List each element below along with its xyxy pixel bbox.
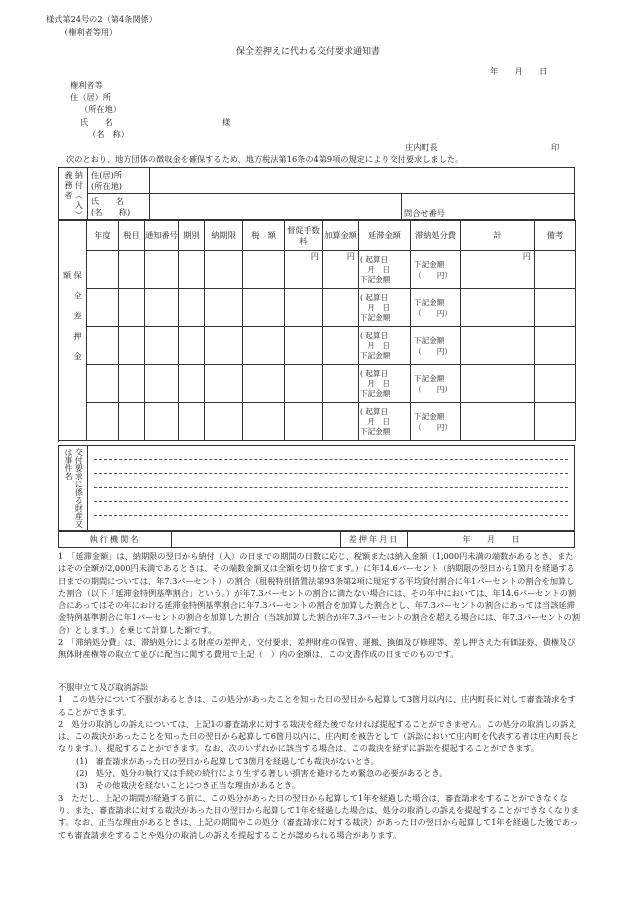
amount-cell[interactable]	[179, 365, 205, 403]
amount-cell[interactable]	[179, 289, 205, 327]
column-header: 通知番号	[145, 221, 179, 251]
agency-label: 執行機関名	[59, 532, 172, 548]
agency-value[interactable]	[172, 532, 341, 548]
amount-cell[interactable]	[119, 327, 145, 365]
seal-mark: 印	[551, 142, 560, 152]
document-title: 保全差押えに代わる交付要求通知書	[236, 47, 381, 57]
column-header: 延滞金額	[359, 221, 411, 251]
appeal-item-2-1: (1) 審査請求があった日の翌日から起算して3箇月を経過しても裁決がないとき。	[76, 755, 379, 766]
amount-cell[interactable]	[205, 289, 243, 327]
yen-unit[interactable]: 円	[323, 251, 359, 289]
party-name-value[interactable]	[150, 194, 402, 220]
amount-cell[interactable]	[119, 403, 145, 441]
column-header: 年度	[87, 221, 119, 251]
amount-cell[interactable]	[205, 251, 243, 289]
agency-table	[58, 531, 575, 548]
appeal-heading: 不服申立て及び取消訴訟	[58, 682, 149, 692]
handling-fee-cell[interactable]: 下記金額 （ 円）	[411, 251, 461, 289]
amount-cell[interactable]	[119, 289, 145, 327]
amount-cell[interactable]	[145, 251, 179, 289]
amount-cell[interactable]	[323, 289, 359, 327]
amount-cell[interactable]	[535, 403, 576, 441]
amount-cell[interactable]	[87, 289, 119, 327]
delinquent-cell[interactable]: ( 起算日 月 日 下記金額	[359, 365, 411, 403]
recipient-label: 権利者等	[70, 80, 103, 90]
amount-cell[interactable]	[205, 403, 243, 441]
amount-cell[interactable]	[179, 403, 205, 441]
seizure-date-value[interactable]: 年 月 日	[408, 532, 575, 548]
honorific: 様	[222, 117, 231, 127]
column-header: 計	[461, 221, 535, 251]
amount-cell[interactable]	[205, 365, 243, 403]
amount-cell[interactable]	[87, 403, 119, 441]
appeal-item-1: 1 この処分について不服があるときは、この処分があったことを知った日の翌日から起算して3箇月以内に、庄内町長に対して審査請求をすることができます。	[58, 694, 576, 717]
amount-cell[interactable]	[243, 327, 285, 365]
amount-cell[interactable]	[119, 251, 145, 289]
recipient-address-label: 住（居）所	[70, 92, 111, 102]
amount-cell[interactable]	[179, 327, 205, 365]
amount-cell[interactable]	[205, 327, 243, 365]
column-header: 期別	[179, 221, 205, 251]
column-header: 納期限	[205, 221, 243, 251]
party-section: 納付（入）義務者	[59, 168, 88, 220]
mayor-title: 庄内町長	[405, 142, 438, 152]
intro-text: 次のとおり、地方団体の徴収金を確保するため、地方税法第16条の4第9項の規定により交付要求しました。	[66, 154, 464, 164]
amount-row	[59, 251, 576, 289]
party-name-label: 氏 名 (名 称)	[88, 194, 150, 220]
amount-cell[interactable]	[145, 403, 179, 441]
column-header: 滞納処分費	[411, 221, 461, 251]
amount-cell[interactable]	[285, 289, 323, 327]
amount-cell[interactable]	[285, 365, 323, 403]
delinquent-cell[interactable]: ( 起算日 月 日 下記金額	[359, 327, 411, 365]
amount-cell[interactable]	[87, 251, 119, 289]
appeal-item-3: 3 ただし、上記の期間が経過する前に、この処分があった日の翌日から起算して1年を経過した場合は、審査請求をすることができなくなり、また、審査請求に対する裁決があった日の翌日から起算して1年を経過した場合は、処分の取消しの訴えを提起することができなくなります。なお、正当な理由があるときは、上記の期間やこの処分（審査請求に対する裁決）があった日の翌日から起算して1年を経過した後であっても審査請求をすることや処分の取消しの訴えを提起することが認められる場合があります。	[58, 792, 579, 840]
amount-cell[interactable]	[179, 251, 205, 289]
amount-row	[59, 289, 576, 327]
note-2: 2 「滞納処分費」は、滞納処分による財産の差押え、交付要求、差押財産の保管、運搬、換価及び修理等、差し押さえた有価証券、債権及び無体財産権等の取立て並びに配当に関する費用で上記（ ）内の金額は、この文書作成の日までのものです。	[58, 637, 576, 660]
amount-cell[interactable]	[145, 289, 179, 327]
amount-cell[interactable]	[285, 403, 323, 441]
column-header: 税目	[119, 221, 145, 251]
form-subtitle: （権利者等用）	[60, 27, 118, 37]
appeal-item-2: 2 処分の取消しの訴えについては、上記1の審査請求に対する裁決を経た後でなければ提起することができません。この処分の取消しの訴えは、この裁決があったことを知った日の翌日から起算して6箇月以内に、庄内町を被告として（訴訟において庄内町を代表する者は庄内町長となります。）、提起することができます。なお、次のいずれかに該当する場合は、この裁決を経ずに訴訟を提起することができます。	[58, 718, 579, 754]
amount-row	[59, 365, 576, 403]
yen-unit[interactable]: 円	[461, 251, 535, 289]
amount-cell[interactable]	[285, 327, 323, 365]
column-header: 加算金額	[323, 221, 359, 251]
column-header: 備考	[535, 221, 576, 251]
amount-cell[interactable]	[461, 403, 535, 441]
amount-cell[interactable]	[535, 251, 576, 289]
appeal-item-2-3: (3) その他裁決を経ないことにつき正当な理由があるとき。	[76, 780, 300, 791]
recipient-name-label: 氏 名	[80, 117, 113, 127]
amount-cell[interactable]	[535, 289, 576, 327]
handling-fee-cell[interactable]: 下記金額 （ 円）	[411, 365, 461, 403]
issue-date: 年 月 日	[490, 66, 548, 76]
amount-cell[interactable]	[323, 365, 359, 403]
amount-cell[interactable]	[461, 289, 535, 327]
amount-cell[interactable]	[145, 327, 179, 365]
property-section: 交付要求に係る財産又は事件名	[59, 446, 88, 531]
party-address-label: 住(居)所 (所在地)	[88, 168, 150, 194]
amount-cell[interactable]	[535, 327, 576, 365]
party-table	[58, 167, 575, 220]
amount-cell[interactable]	[243, 289, 285, 327]
delinquent-cell[interactable]: ( 起算日 月 日 下記金額	[359, 289, 411, 327]
amount-cell[interactable]	[119, 365, 145, 403]
amount-cell[interactable]	[87, 365, 119, 403]
amount-cell[interactable]	[323, 327, 359, 365]
yen-unit[interactable]: 円	[285, 251, 323, 289]
inquiry-number: 問合せ番号	[402, 194, 575, 220]
delinquent-cell[interactable]: ( 起算日 月 日 下記金額	[359, 251, 411, 289]
amount-cell[interactable]	[87, 327, 119, 365]
amount-row	[59, 327, 576, 365]
appeal-item-2-2: (2) 処分、処分の執行又は手続の続行により生ずる著しい損害を避けるため緊急の必要があるとき。	[76, 768, 448, 779]
seizure-date-label: 差押年月日	[341, 532, 408, 548]
column-header: 税 額	[243, 221, 285, 251]
notes-block	[58, 550, 580, 661]
amount-cell[interactable]	[243, 403, 285, 441]
party-address-value[interactable]	[150, 168, 575, 194]
property-lines[interactable]	[88, 446, 575, 531]
form-number: 様式第24号の2（第4条関係）	[46, 14, 157, 24]
amount-cell[interactable]	[461, 365, 535, 403]
recipient-address-sub: （所在地）	[80, 104, 121, 114]
amount-section: 保全差押金額	[59, 221, 87, 441]
column-header: 督促手数料	[285, 221, 323, 251]
amount-cell[interactable]	[461, 327, 535, 365]
amount-table	[58, 220, 576, 441]
handling-fee-cell[interactable]: 下記金額 （ 円）	[411, 289, 461, 327]
amount-row	[59, 403, 576, 441]
amount-cell[interactable]	[243, 365, 285, 403]
handling-fee-cell[interactable]: 下記金額 （ 円）	[411, 403, 461, 441]
property-table	[58, 445, 575, 531]
amount-cell[interactable]	[323, 403, 359, 441]
amount-cell[interactable]	[243, 251, 285, 289]
note-1: 1 「延滞金額」は、納期限の翌日から納付（入）の日までの期間の日数に応じ、税額または納入金額（1,000円未満の端数があるとき、またはその全額が2,000円未満であるときは、その端数金額又は全額を切り捨てます。）に年14.6パーセント（納期限の翌日から1箇月を経過する日までの期間については、年7.3パーセント）の割合（租税特別措置法第93条第2項に規定する平均貸付割合に年1パーセントの割合を加算した割合（以下「延滞金特例基準割合」という。）が年7.3パーセントの割合に満たない場合には、その年中においては、年14.6パーセントの割合にあってはその年における延滞金特例基準割合に年7.3パーセントの割合を加算した割合とし、年7.3パーセントの割合にあっては当該延滞金特例基準割合に年1パーセントの割合を加算した割合（当該加算した割合が年7.3パーセントの割合を超える場合には、年7.3パーセントの割合）とします。）を乗じて計算した額です。	[58, 551, 581, 635]
amount-cell[interactable]	[535, 365, 576, 403]
handling-fee-cell[interactable]: 下記金額 （ 円）	[411, 327, 461, 365]
delinquent-cell[interactable]: ( 起算日 月 日 下記金額	[359, 403, 411, 441]
amount-cell[interactable]	[145, 365, 179, 403]
recipient-name-sub: （名 称）	[88, 129, 129, 139]
appeal-block	[58, 681, 580, 841]
